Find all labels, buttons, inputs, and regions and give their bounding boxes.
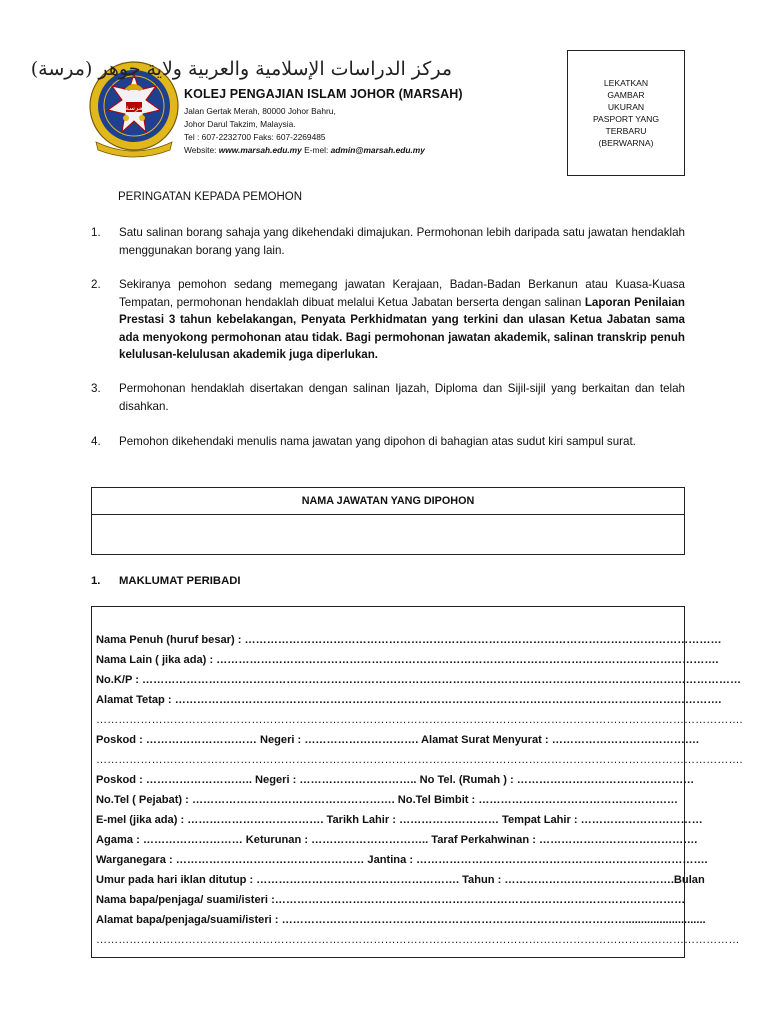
guardian-address-continued[interactable]: ………………………………………………………………………………………………………………………………………………………… [96, 934, 740, 946]
section-1-title [91, 575, 241, 587]
full-name-field[interactable]: Nama Penuh (huruf besar) : ………………………………………………………………………………………………………………… [96, 634, 722, 646]
warning-text: Pemohon dikehendaki menulis nama jawatan yang dipohon di bahagian atas sudut kiri sampul surat. [119, 435, 636, 448]
website-label: Website: [184, 145, 219, 155]
phone-line: Tel : 607-2232700 Faks: 607-2269485 [184, 132, 326, 142]
warning-number: 4. [91, 435, 101, 448]
warnings-title: PERINGATAN KEPADA PEMOHON [118, 191, 303, 203]
permanent-address-field[interactable]: Alamat Tetap : …………………………………………………………………………………………………………………………………. [96, 694, 722, 706]
warning-number: 1. [91, 226, 101, 239]
age-field[interactable]: Umur pada hari iklan ditutup : ………………………………………………. Tahun : ……………………………………….Bulan [96, 874, 705, 886]
passport-photo-box [567, 50, 685, 176]
contact-line [184, 144, 425, 157]
photo-box-line: GAMBAR [607, 90, 645, 100]
warning-text: Permohonan hendaklah disertakan dengan salinan Ijazah, Diploma dan Sijil-sijil yang berkaitan dan telah disahkan. [119, 382, 685, 413]
other-name-field[interactable]: Nama Lain ( jika ada) : ………………………………………………………………………………………………………………………. [96, 654, 719, 666]
ic-number-field[interactable]: No.K/P : ……………………………………………………………………………………………………………………………………………… [96, 674, 742, 686]
arabic-college-name: مركز الدراسات الإسلامية والعربية ولاية جوهر (مرسة) [30, 58, 452, 80]
guardian-address-field[interactable]: Alamat bapa/penjaga/suami/isteri : ………………………………………………………………………………….......................... [96, 914, 706, 926]
college-name: KOLEJ PENGAJIAN ISLAM JOHOR (MARSAH) [184, 87, 463, 101]
email-link[interactable]: admin@marsah.edu.my [330, 145, 425, 155]
position-applied-box [91, 487, 685, 555]
photo-box-line: UKURAN [607, 102, 645, 112]
permanent-address-continued[interactable]: …………………………………………………………………………………………………………………………………………………………. [96, 714, 743, 726]
warning-item-4 [91, 433, 685, 451]
warning-number: 2. [91, 278, 101, 291]
office-mobile-phone-field[interactable]: No.Tel ( Pejabat) : ………………………………………………. No.Tel Bimbit : ……………………………………………… [96, 794, 679, 806]
personal-info-lines [96, 630, 743, 950]
address-line-2: Johor Darul Takzim, Malaysia. [184, 119, 296, 129]
email-birthdate-birthplace-field[interactable]: E-mel (jika ada) : ………………………………. Tarikh Lahir : ……………………… Tempat Lahir : …………………………… [96, 814, 703, 826]
warning-item-1 [91, 224, 685, 259]
mailing-address-continued[interactable]: …………………………………………………………………………………………………………………………………………………………. [96, 754, 743, 766]
warning-item-3 [91, 380, 685, 415]
warning-number: 3. [91, 382, 101, 395]
guardian-name-field[interactable]: Nama bapa/penjaga/ suami/isteri :………………………………………………………………………………………………… [96, 894, 686, 906]
postcode-state-mailing-address-field[interactable]: Poskod : ………………………… Negeri : …………………………. Alamat Surat Menyurat : …………………………………. [96, 734, 700, 746]
address-line-1: Jalan Gertak Merah, 80000 Johor Bahru, [184, 106, 336, 116]
citizenship-gender-field[interactable]: Warganegara : …………………………………………… Jantina : ……………………………………………………………………. [96, 854, 708, 866]
postcode-state-home-phone-field[interactable]: Poskod : ……………………….. Negeri : ………………………….. No Tel. (Rumah ) : ………………………………………… [96, 774, 695, 786]
email-label: E-mel: [301, 145, 331, 155]
personal-info-box [91, 606, 743, 958]
section-number: 1. [91, 575, 101, 587]
photo-box-line: (BERWARNA) [598, 138, 654, 148]
warning-text-plain: Sekiranya pemohon sedang memegang jawatan Kerajaan, Badan-Badan Berkanun atau Kuasa-Kuasa Tempatan, permohonan hendaklah dibuat melalui Ketua Jabatan berserta dengan salinan [119, 278, 685, 309]
position-applied-header: NAMA JAWATAN YANG DIPOHON [92, 488, 684, 515]
website-link[interactable]: www.marsah.edu.my [218, 145, 302, 155]
warning-item-2 [91, 276, 685, 364]
photo-box-line: PASPORT YANG [592, 114, 660, 124]
photo-box-line: TERBARU [605, 126, 647, 136]
photo-box-line: LEKATKAN [603, 78, 649, 88]
religion-race-marital-field[interactable]: Agama : ……………………… Keturunan : ………………………….. Taraf Perkahwinan : ……………………………………. [96, 834, 698, 846]
warning-text-bold: Laporan Penilaian Prestasi 3 tahun kebelakangan, Penyata Perkhidmatan yang terkini dan ulasan Ketua Jabatan sama ada menyokong permohonan atau tidak. Bagi permohonan jawatan akademik, salinan transkrip penuh kelulusan-kelulusan akademik juga diperlukan. [119, 295, 685, 361]
warning-text: Satu salinan borang sahaja yang dikehendaki dimajukan. Permohonan lebih daripada satu jawatan hendaklah menggunakan borang yang lain. [119, 226, 685, 257]
position-applied-field[interactable] [92, 515, 684, 555]
warning-text [119, 276, 685, 364]
logo-text: مرسة [125, 104, 143, 112]
section-title-text: MAKLUMAT PERIBADI [119, 575, 241, 587]
